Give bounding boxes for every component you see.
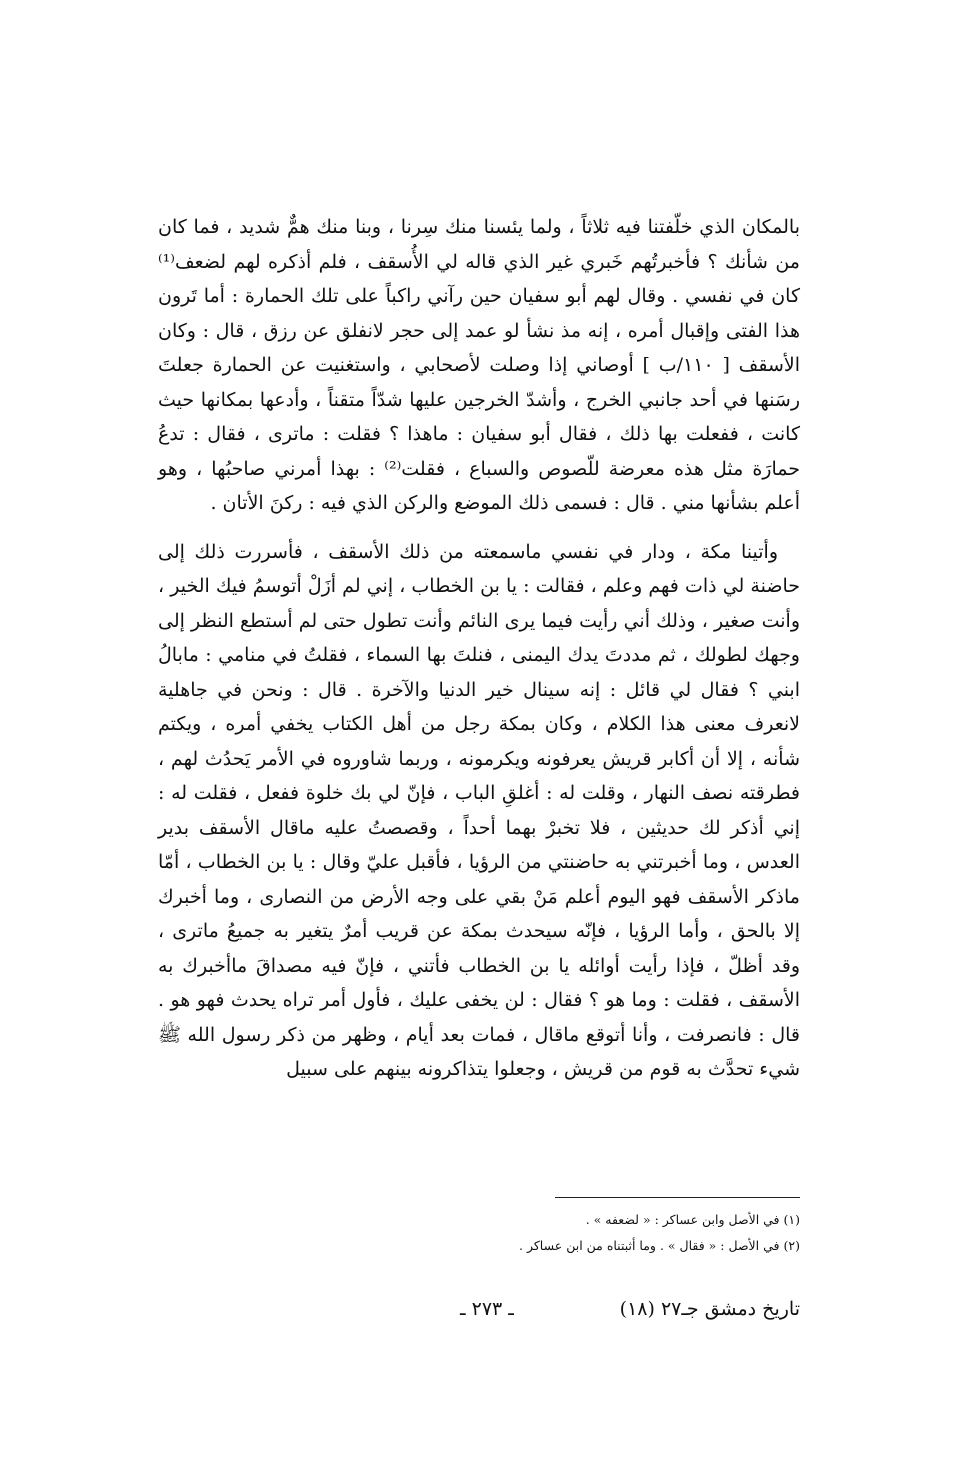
footnote-separator [555, 1197, 800, 1198]
footnotes [300, 1207, 800, 1259]
paragraph-1: بالمكان الذي خلّفتنا فيه ثلاثاً ، ولما يئسنا منك سِرنا ، وبنا منك همٌّ شديد ، فما كان من شأنك ؟ فأخبرتُهم خَبري غير الذي قاله لي الأُسقف ، فلم أذكره لهم لضعف⁽¹⁾ كان في نفسي . وقال لهم أبو سفيان حين رآني راكباً على تلك الحمارة : أما تَرون هذا الفتى وإقبال أمره ، إنه مذ نشأ لو عمد إلى حجر لانفلق عن رزق ، قال : وكان الأسقف [ ١١٠/ب ] أوصاني إذا وصلت لأصحابي ، واستغنيت عن الحمارة جعلتَ رسَنها في أحد جانبي الخرج ، وأشدّ الخرجين عليها شدّاً متقناً ، وأدعها بمكانها حيث كانت ، ففعلت بها ذلك ، فقال أبو سفيان : ماهذا ؟ فقلت : ماترى ، فقال : تدعُ حمارَة مثل هذه معرضة للّصوص والسباع ، فقلت⁽²⁾ : بهذا أمرني صاحبُها ، وهو أعلم بشأنها مني . قال : فسمى ذلك الموضع والركن الذي فيه : ركنَ الأتان . [158, 216, 800, 514]
page-footer [155, 1298, 800, 1328]
paragraph-2: وأتينا مكة ، ودار في نفسي ماسمعته من ذلك الأسقف ، فأسررت ذلك إلى حاضنة لي ذات فهم وعلم ، فقالت : يا بن الخطاب ، إني لم أزَلْ أتوسمُ فيك الخير ، وأنت صغير ، وذلك أني رأيت فيما يرى النائم وأنت تطول حتى لم أستطع النظر إلى وجهك لطولك ، ثم مددتَ يدك اليمنى ، فنلتَ بها السماء ، فقلتُ في منامي : مابالُ ابني ؟ فقال لي قائل : إنه سينال خير الدنيا والآخرة . قال : ونحن في جاهلية لانعرف معنى هذا الكلام ، وكان بمكة رجل من أهل الكتاب يخفي أمره ، ويكتم شأنه ، إلا أن أكابر قريش يعرفونه ويكرمونه ، وربما شاوروه في الأمر يَحدُث لهم ، فطرقته نصف النهار ، وقلت له : أغلقِ الباب ، فإنّ لي بك خلوة ففعل ، فقلت له : إني أذكر لك حديثين ، فلا تخبرْ بهما أحداً ، وقصصتُ عليه ماقال الأسقف بدير العدس ، وما أخبرتني به حاضنتي من الرؤيا ، فأقبل عليّ وقال : يا بن الخطاب ، أمّا ماذكر الأسقف فهو اليوم أعلم مَنْ بقي على وجه الأرض من النصارى ، وما أخبرك إلا بالحق ، وأما الرؤيا ، فإنّه سيحدث بمكة عن قريب أمرٌ يتغير به جميعُ ماترى ، وقد أظلّ ، فإذا رأيت أوائله يا بن الخطاب فأتني ، فإنّ فيه مصداقَ ماأخبرك به الأسقف ، فقلت : وما هو ؟ فقال : لن يخفى عليك ، فأول أمر تراه يحدث فهو هو . قال : فانصرفت ، وأنا أتوقع ماقال ، فمات بعد أيام ، وظهر من ذكر رسول الله ﷺ شيء تحدَّث به قوم من قريش ، وجعلوا يتذاكرونه بينهم على سبيل [158, 540, 800, 1080]
footnote-2: (٢) في الأصل : « فقال » . وما أثبتناه من ابن عساكر . [519, 1238, 800, 1253]
page-number: ـ ٢٧٣ ـ [460, 1298, 514, 1320]
series-title: تاريخ دمشق جـ٢٧ (١٨) [619, 1298, 800, 1320]
main-text [158, 210, 800, 1087]
footnote-1: (١) في الأصل وابن عساكر : « لضعفه » . [585, 1212, 800, 1227]
